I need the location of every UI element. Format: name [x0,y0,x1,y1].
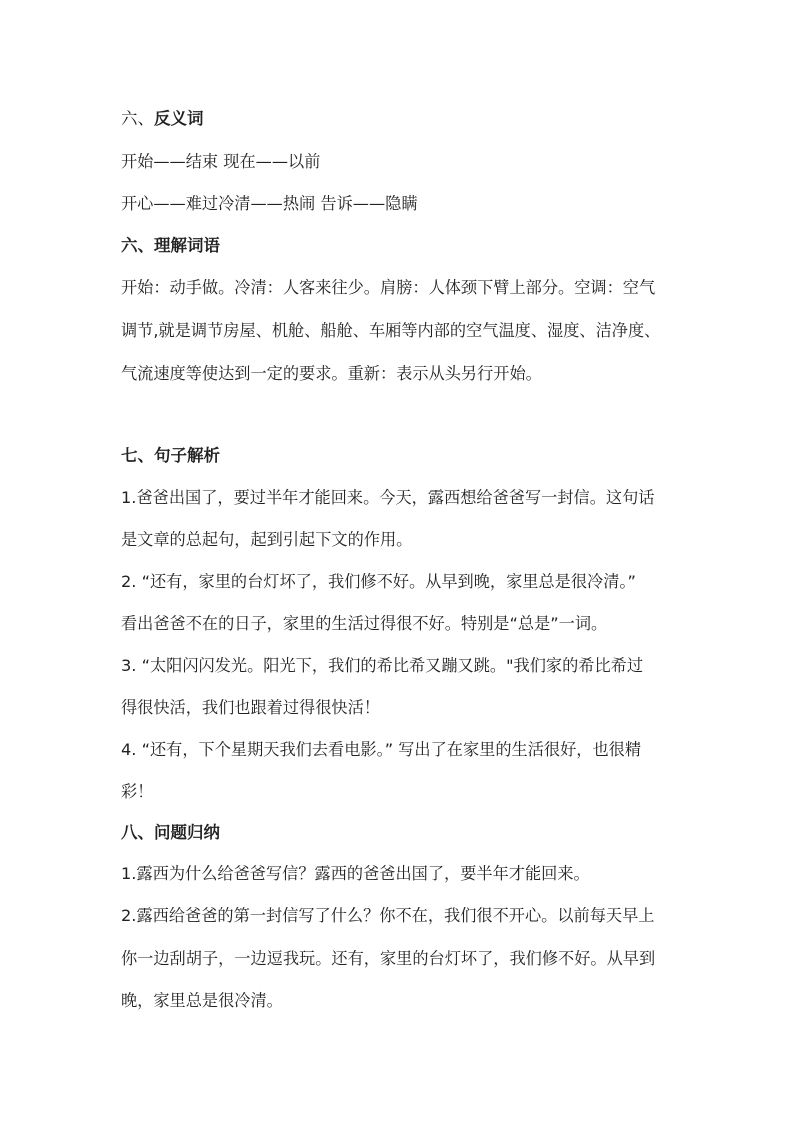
heading-vocab: 六、理解词语 [121,236,220,255]
sentence-line: 4. “还有，下个星期天我们去看电影。” 写出了在家里的生活很好，也很精 [121,740,642,759]
sentence-line: 看出爸爸不在的日子，家里的生活过得很不好。特别是“总是”一词。 [121,614,608,633]
question-line: 你一边刮胡子，一边逗我玩。还有，家里的台灯坏了，我们修不好。从早到 [121,949,656,968]
vocab-line: 气流速度等使达到一定的要求。重新：表示从头另行开始。 [121,364,542,383]
sentence-line: 3. “太阳闪闪发光。阳光下，我们的希比希又蹦又跳。"我们家的希比希过 [121,656,644,675]
antonym-line: 开心——难过冷清——热闹 告诉——隐瞒 [121,194,418,213]
heading-sentences: 七、句子解析 [121,446,220,465]
question-line: 晚，家里总是很冷清。 [121,991,283,1010]
sentence-line: 得很快活，我们也跟着过得很快活！ [121,698,380,717]
question-line: 2.露西给爸爸的第一封信写了什么？你不在，我们很不开心。以前每天早上 [121,906,655,925]
heading-questions: 八、问题归纳 [121,823,220,842]
heading-antonyms-title: 反义词 [154,109,204,128]
antonym-line: 开始——结束 现在——以前 [121,152,321,171]
heading-antonyms [121,108,204,130]
sentence-line: 2. “还有，家里的台灯坏了，我们修不好。从早到晚，家里总是很冷清。” [121,572,636,591]
vocab-line: 开始：动手做。冷清：人客来往少。肩膀：人体颈下臂上部分。空调：空气 [121,278,656,297]
sentence-line: 是文章的总起句，起到引起下文的作用。 [121,530,413,549]
vocab-line: 调节,就是调节房屋、机舱、船舱、车厢等内部的空气温度、湿度、洁净度、 [121,321,661,340]
sentence-line: 彩！ [121,782,154,801]
question-line: 1.露西为什么给爸爸写信？露西的爸爸出国了，要半年才能回来。 [121,864,590,883]
sentence-line: 1.爸爸出国了，要过半年才能回来。今天，露西想给爸爸写一封信。这句话 [121,488,655,507]
heading-antonyms-number: 六、 [121,109,154,128]
